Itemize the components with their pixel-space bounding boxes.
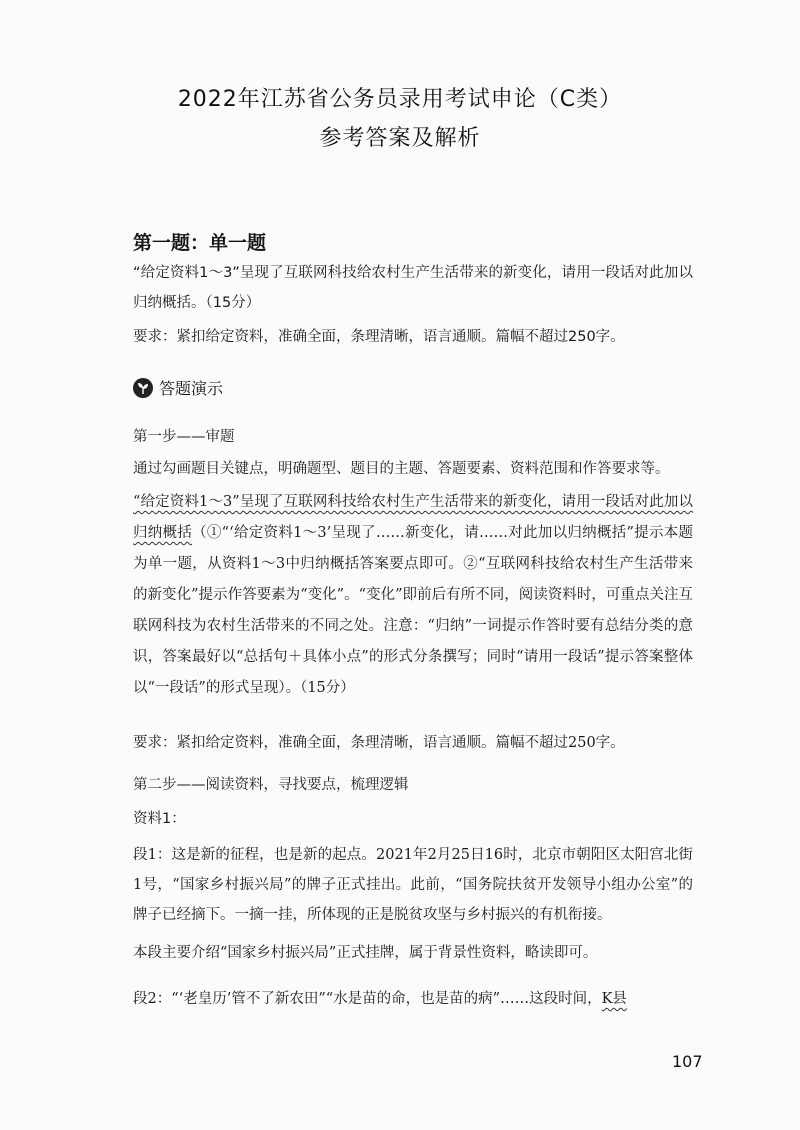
step2-heading: 第二步——阅读资料，寻找要点，梳理逻辑	[133, 777, 409, 793]
question-requirement: 要求：紧扣给定资料，准确全面，条理清晰，语言通顺。篇幅不超过250字。	[133, 329, 625, 345]
paragraph2-text: 段2：“‘老皇历’管不了新农田”“水是苗的命，也是苗的病”……这段时间，	[133, 991, 602, 1007]
question-heading: 第一题：单一题	[133, 232, 267, 254]
step1-analysis-text: （①“‘给定资料1～3’呈现了……新变化，请……对此加以归纳概括”提示本题为单一题，从资料1～3中归纳概括答案要点即可。②“互联网科技给农村生产生活带来的新变化”提示作答要素为“变化”。“变化”即前后有所不同，阅读资料时，可重点关注互联网科技为农村生活带来的不同之处。注意：“归纳”一词提示作答时要有总结分类的意识，答案最好以“总括句＋具体小点”的形式分条撰写；同时“请用一段话”提示答案整体以“一段话”的形式呈现）。（15分）	[133, 525, 694, 696]
answer-demo-section	[133, 376, 223, 399]
question-underlined-text: “给定资料1～3”呈现了互联网科技给农村生产生活带来的新变化，请用一段话对此加以归纳概括	[133, 494, 693, 541]
material-label: 资料1：	[133, 811, 186, 827]
document-title: 2022年江苏省公务员录用考试申论（C类）	[177, 87, 623, 112]
question-prompt: “给定资料1～3”呈现了互联网科技给农村生产生活带来的新变化，请用一段话对此加以归纳概括。（15分）	[133, 265, 693, 311]
step1-requirement: 要求：紧扣给定资料，准确全面，条理清晰，语言通顺。篇幅不超过250字。	[133, 735, 625, 751]
page-number: 107	[672, 1052, 703, 1071]
material1-note: 本段主要介绍“国家乡村振兴局”正式挂牌，属于背景性资料，略读即可。	[133, 945, 598, 961]
material1-paragraph2	[133, 984, 693, 1014]
paragraph2-underlined: K县	[601, 991, 627, 1007]
document-subtitle: 参考答案及解析	[319, 126, 481, 151]
answer-demo-label: 答题演示	[159, 379, 224, 398]
step1-intro: 通过勾画题目关键点，明确题型、题目的主题、答题要素、资料范围和作答要求等。	[133, 461, 670, 477]
step1-analysis	[133, 487, 693, 704]
material1-paragraph1: 段1：这是新的征程，也是新的起点。2021年2月25日16时，北京市朝阳区太阳宫北街1号，“国家乡村振兴局”的牌子正式挂出。此前，“国务院扶贫开发领导小组办公室”的牌子已经摘下。一摘一挂，所体现的正是脱贫攻坚与乡村振兴的有机衔接。	[133, 847, 693, 923]
sprout-icon	[133, 378, 153, 398]
step1-heading: 第一步——审题	[133, 429, 235, 445]
